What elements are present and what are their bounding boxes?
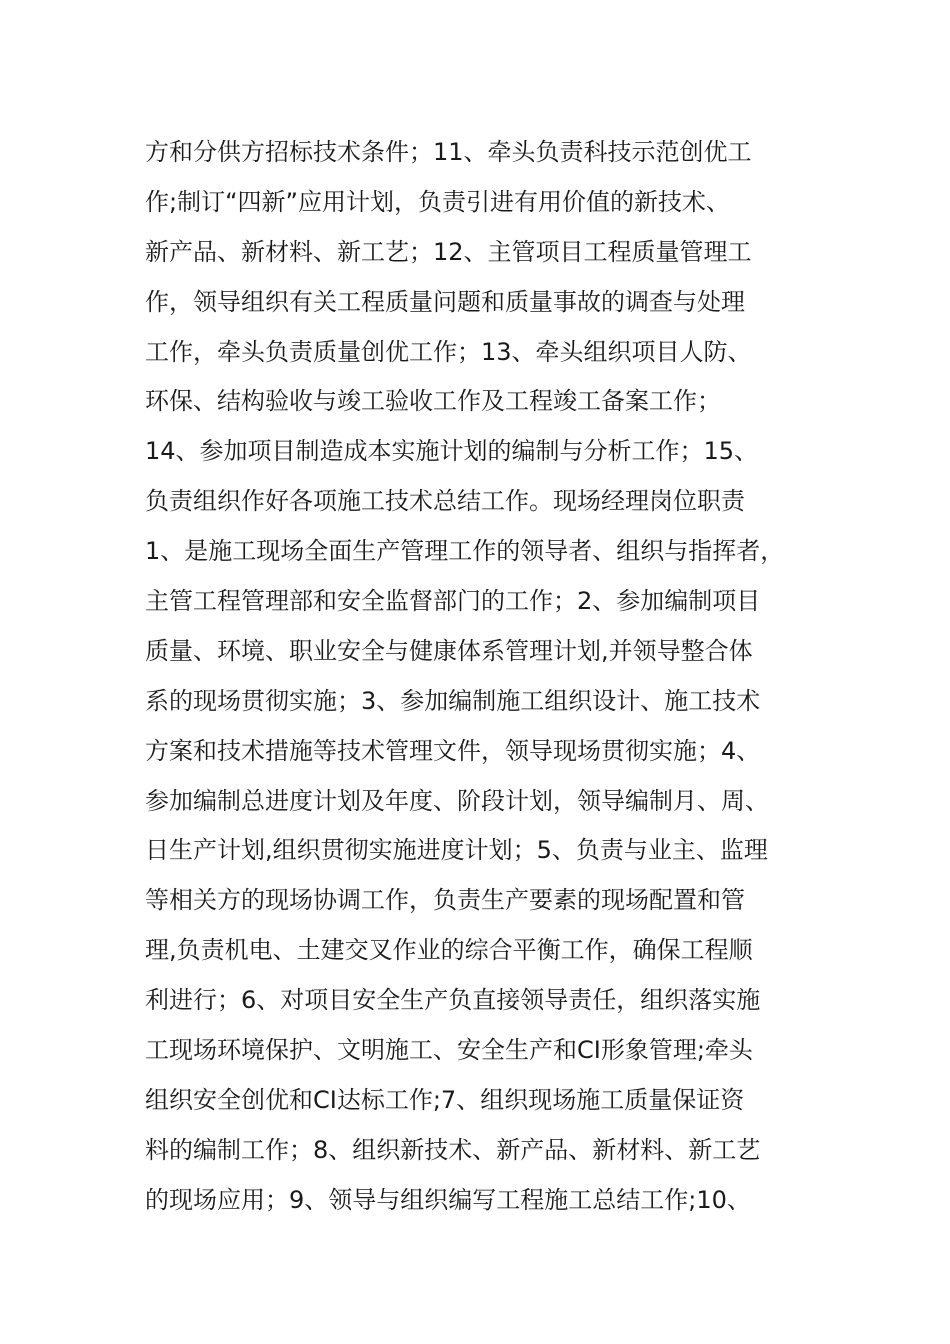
text-line: 方案和技术措施等技术管理文件，领导现场贯彻实施；4、 xyxy=(145,736,761,765)
text-line: 工现场环境保护、文明施工、安全生产和CI形象管理;牵头 xyxy=(145,1036,753,1065)
text-line: 利进行；6、对项目安全生产负直接领导责任，组织落实施 xyxy=(145,986,761,1015)
text-line: 的现场应用；9、领导与组织编写工程施工总结工作;10、 xyxy=(145,1185,751,1214)
text-line: 参加编制总进度计划及年度、阶段计划，领导编制月、周、 xyxy=(145,786,769,815)
text-line: 组织安全创优和CI达标工作;7、组织现场施工质量保证资 xyxy=(145,1085,745,1114)
text-line: 等相关方的现场协调工作，负责生产要素的现场配置和管 xyxy=(145,886,745,915)
text-line: 负责组织作好各项施工技术总结工作。现场经理岗位职责 xyxy=(145,487,745,516)
text-line: 14、参加项目制造成本实施计划的编制与分析工作；15、 xyxy=(145,437,759,466)
text-line: 日生产计划,组织贯彻实施进度计划；5、负责与业主、监理 xyxy=(145,836,768,865)
text-line: 环保、结构验收与竣工验收工作及工程竣工备案工作； xyxy=(145,387,721,416)
body-text xyxy=(145,128,825,1226)
text-line: 方和分供方招标技术条件；11、牵头负责科技示范创优工 xyxy=(145,138,752,166)
text-line: 作;制订“四新”应用计划，负责引进有用价值的新技术、 xyxy=(145,187,730,216)
text-line: 料的编制工作；8、组织新技术、新产品、新材料、新工艺 xyxy=(145,1135,761,1164)
text-line: 质量、环境、职业安全与健康体系管理计划,并领导整合体 xyxy=(145,636,753,665)
text-line: 理,负责机电、土建交叉作业的综合平衡工作，确保工程顺 xyxy=(145,936,753,965)
text-line: 新产品、新材料、新工艺；12、主管项目工程质量管理工 xyxy=(145,237,752,266)
text-line: 1、是施工现场全面生产管理工作的领导者、组织与指挥者， xyxy=(145,537,785,566)
text-line: 主管工程管理部和安全监督部门的工作；2、参加编制项目 xyxy=(145,587,761,616)
text-line: 作，领导组织有关工程质量问题和质量事故的调查与处理 xyxy=(145,287,745,316)
text-line: 系的现场贯彻实施；3、参加编制施工组织设计、施工技术 xyxy=(145,686,761,715)
text-line: 工作，牵头负责质量创优工作；13、牵头组织项目人防、 xyxy=(145,337,752,366)
